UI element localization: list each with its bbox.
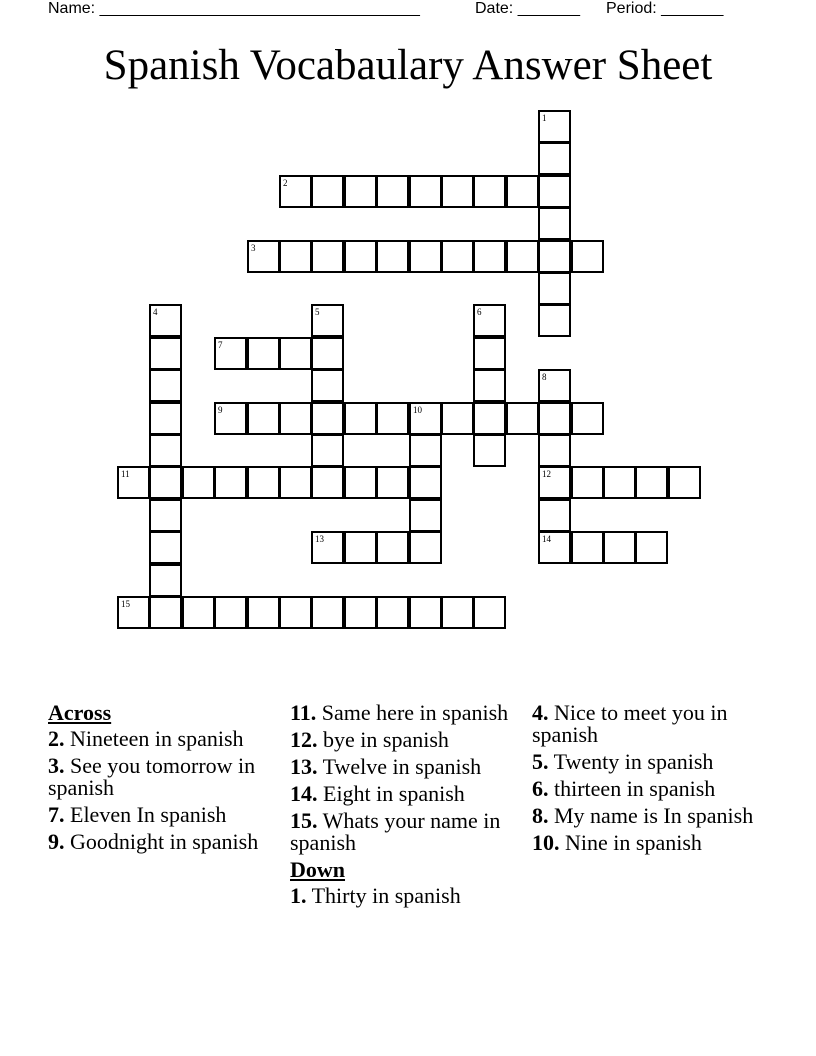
clue-across-15 — [290, 810, 522, 854]
crossword-cell[interactable] — [538, 110, 571, 143]
crossword-cell[interactable] — [344, 402, 377, 435]
clue-down-6 — [532, 778, 764, 800]
crossword-cell[interactable] — [571, 531, 604, 564]
crossword-cell[interactable] — [279, 240, 312, 273]
crossword-cell[interactable] — [311, 596, 344, 629]
clue-number: 15. — [290, 808, 318, 833]
clue-across-13 — [290, 756, 522, 778]
crossword-cell[interactable] — [311, 369, 344, 402]
clue-text: Nineteen in spanish — [70, 726, 244, 751]
cell-number: 4 — [153, 307, 158, 317]
crossword-cell[interactable] — [117, 596, 150, 629]
crossword-cell[interactable] — [473, 434, 506, 467]
crossword-cell[interactable] — [149, 466, 182, 499]
crossword-cell[interactable] — [279, 175, 312, 208]
crossword-cell[interactable] — [473, 369, 506, 402]
clue-across-9 — [48, 831, 280, 853]
clue-number: 3. — [48, 753, 65, 778]
cell-number: 9 — [218, 405, 223, 415]
clue-column-3 — [532, 702, 764, 859]
clue-text: Same here in spanish — [321, 700, 509, 725]
clue-number: 9. — [48, 829, 65, 854]
crossword-cell[interactable] — [279, 337, 312, 370]
cell-number: 11 — [121, 469, 130, 479]
clue-number: 11. — [290, 700, 317, 725]
crossword-cell[interactable] — [247, 402, 280, 435]
clue-text: Twenty in spanish — [553, 749, 714, 774]
clue-down-5 — [532, 751, 764, 773]
crossword-cell[interactable] — [344, 531, 377, 564]
clue-number: 5. — [532, 749, 549, 774]
clue-text: See you tomorrow in spanish — [48, 753, 256, 800]
crossword-cell[interactable] — [441, 240, 474, 273]
crossword-cell[interactable] — [214, 596, 247, 629]
crossword-cell[interactable] — [247, 596, 280, 629]
across-heading: Across — [48, 700, 112, 725]
crossword-cell[interactable] — [149, 369, 182, 402]
crossword-cell[interactable] — [182, 466, 215, 499]
crossword-cell[interactable] — [149, 564, 182, 597]
clue-text: Nice to meet you in spanish — [532, 700, 728, 747]
crossword-cell[interactable] — [409, 240, 442, 273]
crossword-cell[interactable] — [214, 337, 247, 370]
crossword-cell[interactable] — [603, 531, 636, 564]
crossword-cell[interactable] — [344, 240, 377, 273]
clue-number: 12. — [290, 727, 318, 752]
cell-number: 1 — [542, 113, 547, 123]
crossword-cell[interactable] — [571, 402, 604, 435]
clue-down-4 — [532, 702, 764, 746]
crossword-cell[interactable] — [538, 240, 571, 273]
crossword-cell[interactable] — [214, 402, 247, 435]
clue-number: 4. — [532, 700, 549, 725]
crossword-cell[interactable] — [311, 240, 344, 273]
clue-text: Twelve in spanish — [322, 754, 482, 779]
cell-number: 5 — [315, 307, 320, 317]
crossword-cell[interactable] — [538, 369, 571, 402]
crossword-cell[interactable] — [279, 466, 312, 499]
crossword-cell[interactable] — [279, 596, 312, 629]
crossword-cell[interactable] — [409, 499, 442, 532]
crossword-cell[interactable] — [441, 175, 474, 208]
clue-column-1 — [48, 702, 280, 858]
crossword-cell[interactable] — [214, 466, 247, 499]
clue-number: 6. — [532, 776, 549, 801]
clue-column-2 — [290, 702, 522, 912]
crossword-cell[interactable] — [376, 402, 409, 435]
crossword-cell[interactable] — [473, 337, 506, 370]
crossword-cell[interactable] — [506, 240, 539, 273]
crossword-cell[interactable] — [409, 531, 442, 564]
clue-text: thirteen in spanish — [554, 776, 716, 801]
clue-text: Eight in spanish — [323, 781, 465, 806]
clue-text: Goodnight in spanish — [70, 829, 259, 854]
clue-text: Thirty in spanish — [311, 883, 461, 908]
clue-number: 13. — [290, 754, 318, 779]
crossword-cell[interactable] — [247, 240, 280, 273]
crossword-cell[interactable] — [149, 337, 182, 370]
clue-across-3 — [48, 755, 280, 799]
crossword-cell[interactable] — [149, 531, 182, 564]
crossword-cell[interactable] — [149, 434, 182, 467]
clue-across-11 — [290, 702, 522, 724]
crossword-cell[interactable] — [571, 466, 604, 499]
date-field[interactable]: Date: _______ — [475, 0, 580, 17]
clue-text: Nine in spanish — [565, 830, 702, 855]
crossword-cell[interactable] — [149, 596, 182, 629]
clue-number: 7. — [48, 802, 65, 827]
page-title: Spanish Vocabaulary Answer Sheet — [103, 42, 713, 89]
crossword-cell[interactable] — [635, 531, 668, 564]
crossword-cell[interactable] — [409, 596, 442, 629]
crossword-cell[interactable] — [376, 175, 409, 208]
cell-number: 2 — [283, 178, 288, 188]
crossword-cell[interactable] — [473, 240, 506, 273]
crossword-cell[interactable] — [311, 304, 344, 337]
clue-across-12 — [290, 729, 522, 751]
crossword-cell[interactable] — [538, 434, 571, 467]
crossword-cell[interactable] — [311, 337, 344, 370]
crossword-cell[interactable] — [538, 499, 571, 532]
crossword-cell[interactable] — [311, 434, 344, 467]
crossword-cell[interactable] — [376, 240, 409, 273]
clue-across-14 — [290, 783, 522, 805]
cell-number: 10 — [413, 405, 422, 415]
crossword-cell[interactable] — [635, 466, 668, 499]
down-heading: Down — [290, 857, 346, 882]
clue-number: 2. — [48, 726, 65, 751]
crossword-cell[interactable] — [182, 596, 215, 629]
crossword-cell[interactable] — [409, 466, 442, 499]
crossword-cell[interactable] — [311, 175, 344, 208]
clue-number: 8. — [532, 803, 549, 828]
crossword-cell[interactable] — [506, 175, 539, 208]
crossword-cell[interactable] — [473, 402, 506, 435]
period-field[interactable]: Period: _______ — [606, 0, 724, 17]
clue-number: 14. — [290, 781, 318, 806]
clue-down-8 — [532, 805, 764, 827]
crossword-cell[interactable] — [376, 531, 409, 564]
crossword-cell[interactable] — [538, 402, 571, 435]
cell-number: 13 — [315, 534, 324, 544]
crossword-cell[interactable] — [376, 596, 409, 629]
cell-number: 7 — [218, 340, 223, 350]
clue-text: Eleven In spanish — [70, 802, 227, 827]
cell-number: 12 — [542, 469, 551, 479]
cell-number: 6 — [477, 307, 482, 317]
crossword-cell[interactable] — [344, 596, 377, 629]
crossword-cell[interactable] — [538, 175, 571, 208]
crossword-cell[interactable] — [571, 240, 604, 273]
clue-across-7 — [48, 804, 280, 826]
crossword-cell[interactable] — [117, 466, 150, 499]
crossword-cell[interactable] — [538, 304, 571, 337]
crossword-cell[interactable] — [247, 337, 280, 370]
crossword-cell[interactable] — [473, 304, 506, 337]
cell-number: 8 — [542, 372, 547, 382]
crossword-cell[interactable] — [247, 466, 280, 499]
clue-down-10 — [532, 832, 764, 854]
cell-number: 14 — [542, 534, 551, 544]
crossword-cell[interactable] — [149, 402, 182, 435]
clue-text: My name is In spanish — [554, 803, 754, 828]
crossword-cell[interactable] — [538, 272, 571, 305]
crossword-cell[interactable] — [311, 402, 344, 435]
crossword-cell[interactable] — [668, 466, 701, 499]
crossword-cell[interactable] — [441, 402, 474, 435]
cell-number: 15 — [121, 599, 130, 609]
crossword-cell[interactable] — [473, 175, 506, 208]
clue-across-2 — [48, 728, 280, 750]
crossword-cell[interactable] — [538, 207, 571, 240]
crossword-cell[interactable] — [279, 402, 312, 435]
crossword-cell[interactable] — [311, 466, 344, 499]
crossword-cell[interactable] — [344, 466, 377, 499]
crossword-cell[interactable] — [441, 596, 474, 629]
clue-text: bye in spanish — [323, 727, 449, 752]
crossword-cell[interactable] — [409, 175, 442, 208]
crossword-cell[interactable] — [311, 531, 344, 564]
name-field[interactable]: Name: ____________________________________ — [48, 0, 420, 17]
crossword-cell[interactable] — [538, 466, 571, 499]
cell-number: 3 — [251, 243, 256, 253]
clue-text: Whats your name in spanish — [290, 808, 501, 855]
crossword-cell[interactable] — [506, 402, 539, 435]
clue-number: 10. — [532, 830, 560, 855]
clue-number: 1. — [290, 883, 307, 908]
crossword-cell[interactable] — [376, 466, 409, 499]
crossword-cell[interactable] — [409, 402, 442, 435]
crossword-cell[interactable] — [603, 466, 636, 499]
crossword-cell[interactable] — [538, 142, 571, 175]
crossword-cell[interactable] — [149, 499, 182, 532]
clue-down-1 — [290, 885, 522, 907]
crossword-cell[interactable] — [538, 531, 571, 564]
crossword-cell[interactable] — [409, 434, 442, 467]
crossword-cell[interactable] — [473, 596, 506, 629]
crossword-cell[interactable] — [149, 304, 182, 337]
crossword-cell[interactable] — [344, 175, 377, 208]
